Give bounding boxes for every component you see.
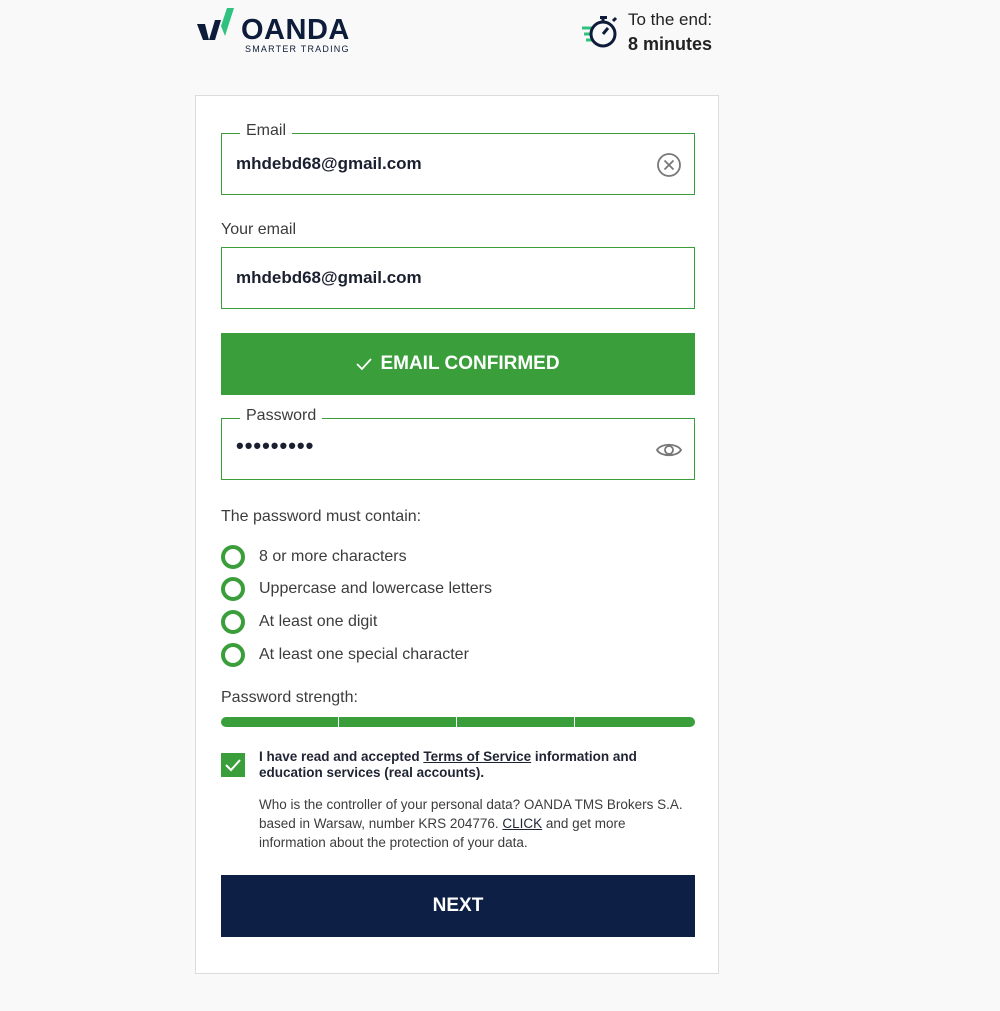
oanda-logo <box>195 6 355 56</box>
strength-segment <box>575 717 695 727</box>
timer <box>580 8 740 60</box>
password-legend: Password <box>240 407 322 425</box>
requirement-text: At least one digit <box>259 613 378 630</box>
check-circle-icon <box>221 643 245 667</box>
password-value: ••••••••• <box>236 433 315 458</box>
eye-icon[interactable] <box>656 437 682 463</box>
strength-segment <box>221 717 338 727</box>
requirement-item <box>221 545 407 569</box>
requirement-item <box>221 577 492 601</box>
checkmark-icon <box>225 758 241 772</box>
requirement-item <box>221 610 377 634</box>
requirement-text: 8 or more characters <box>259 548 407 565</box>
terms-of-service-link[interactable]: Terms of Service <box>423 749 532 764</box>
info-suffix: and get more information about the protection of your data. <box>259 816 626 850</box>
password-field[interactable] <box>221 407 695 480</box>
timer-value: 8 minutes <box>628 34 713 54</box>
next-button[interactable]: NEXT <box>221 875 695 937</box>
strength-label: Password strength: <box>221 689 358 706</box>
your-email-value: mhdebd68@gmail.com <box>236 268 422 287</box>
terms-checkbox[interactable] <box>221 753 245 777</box>
privacy-info <box>259 795 689 852</box>
brand-name: OANDA <box>241 14 350 46</box>
email-confirmed-label: EMAIL CONFIRMED <box>380 353 560 374</box>
strength-segment <box>457 717 574 727</box>
info-prefix: Who is the controller of your personal data? OANDA TMS Brokers S.A. based in Warsaw, number KRS 204776. <box>259 797 683 831</box>
password-strength-bar <box>221 717 695 727</box>
terms-suffix: information and education services (real accounts). <box>259 749 637 780</box>
oanda-logo-icon <box>195 6 239 46</box>
check-circle-icon <box>221 610 245 634</box>
terms-text <box>259 749 679 781</box>
requirements-title: The password must contain: <box>221 508 422 525</box>
your-email-label: Your email <box>221 221 297 238</box>
requirement-text: Uppercase and lowercase letters <box>259 580 493 597</box>
your-email-field[interactable] <box>221 247 695 309</box>
check-circle-icon <box>221 577 245 601</box>
checkmark-icon <box>356 357 372 371</box>
clear-icon[interactable] <box>656 152 682 178</box>
registration-card <box>195 95 719 974</box>
email-legend: Email <box>240 122 292 140</box>
strength-segment <box>339 717 456 727</box>
check-circle-icon <box>221 545 245 569</box>
timer-label: To the end: <box>628 10 713 29</box>
requirement-text: At least one special character <box>259 646 469 663</box>
email-value: mhdebd68@gmail.com <box>236 154 422 173</box>
click-link[interactable]: CLICK <box>502 816 543 831</box>
terms-prefix: I have read and accepted <box>259 749 424 764</box>
email-field[interactable] <box>221 122 695 195</box>
brand-tagline: SMARTER TRADING <box>245 44 350 54</box>
requirement-item <box>221 643 469 667</box>
email-confirmed-button[interactable] <box>221 333 695 395</box>
stopwatch-icon <box>580 12 620 52</box>
